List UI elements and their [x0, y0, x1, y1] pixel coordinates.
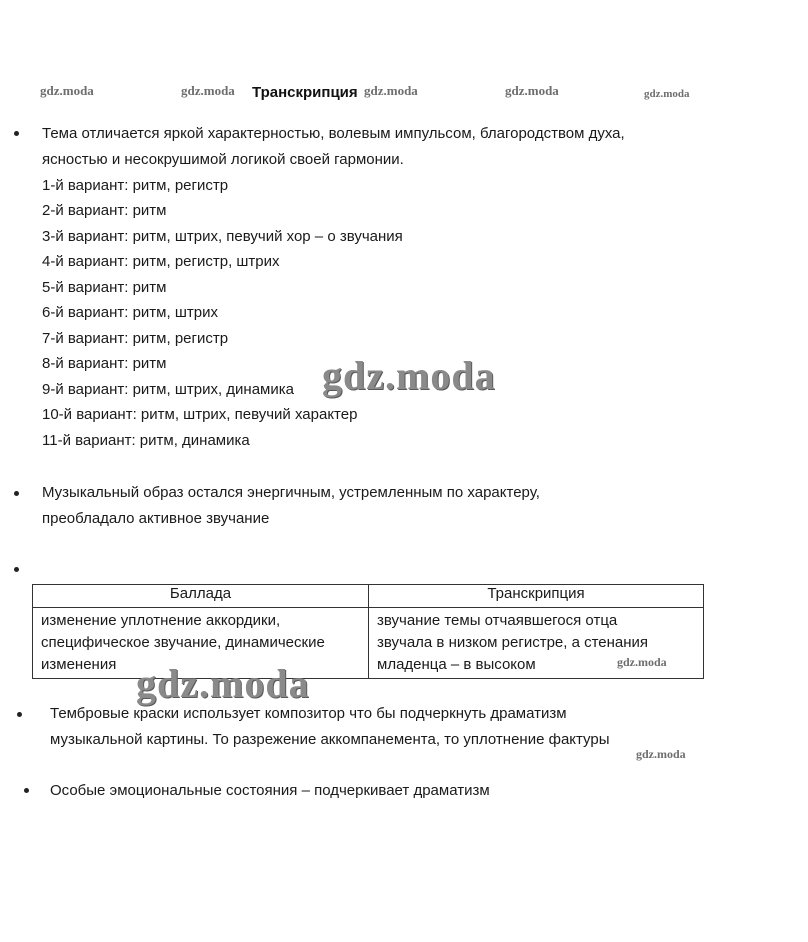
paragraph-line: Тембровые краски использует композитор что бы подчеркнуть драматизм	[50, 705, 567, 722]
watermark-text: gdz.moda	[617, 655, 667, 669]
watermark-text: gdz.moda	[181, 83, 235, 98]
watermark-text: gdz.moda	[505, 83, 559, 98]
paragraph-line: преобладало активное звучание	[42, 510, 270, 527]
bullet-icon	[24, 788, 29, 793]
page-title: Транскрипция	[252, 84, 358, 101]
paragraph-line: музыкальной картины. То разрежение аккомпанемента, то уплотнение фактуры	[50, 731, 610, 748]
table-header-transcription: Транскрипция	[369, 585, 704, 608]
comparison-table	[32, 584, 704, 679]
cell-line: изменения	[41, 656, 117, 673]
cell-line: изменение уплотнение аккордики,	[41, 612, 281, 629]
table-row	[33, 608, 704, 679]
watermark-text: gdz.moda	[644, 88, 690, 100]
variant-line: 6-й вариант: ритм, штрих	[42, 304, 218, 321]
variant-line: 11-й вариант: ритм, динамика	[42, 432, 250, 449]
variant-line: 7-й вариант: ритм, регистр	[42, 330, 229, 347]
variant-line: 4-й вариант: ритм, регистр, штрих	[42, 253, 280, 270]
bullet-icon	[14, 567, 19, 572]
bullet-icon	[14, 491, 19, 496]
cell-line: младенца – в высоком	[377, 656, 536, 673]
paragraph-line: Тема отличается яркой характерностью, волевым импульсом, благородством духа,	[42, 125, 625, 142]
variant-line: 9-й вариант: ритм, штрих, динамика	[42, 381, 294, 398]
variant-line: 3-й вариант: ритм, штрих, певучий хор – о звучания	[42, 228, 403, 245]
table-header-row	[33, 585, 704, 608]
paragraph-line: ясностью и несокрушимой логикой своей гармонии.	[42, 151, 404, 168]
paragraph-line: Музыкальный образ остался энергичным, устремленным по характеру,	[42, 484, 540, 501]
cell-line: специфическое звучание, динамические	[41, 634, 325, 651]
cell-line: звучала в низком регистре, а стенания	[377, 634, 649, 651]
variant-line: 1-й вариант: ритм, регистр	[42, 177, 229, 194]
bullet-icon	[14, 131, 19, 136]
cell-line: звучание темы отчаявшегося отца	[377, 612, 618, 629]
variant-line: 5-й вариант: ритм	[42, 279, 167, 296]
watermark-logo: gdz.moda	[136, 661, 310, 706]
table-header-ballad: Баллада	[33, 585, 369, 608]
bullet-icon	[17, 712, 22, 717]
watermark-text: gdz.moda	[40, 83, 94, 98]
variant-line: 8-й вариант: ритм	[42, 355, 167, 372]
watermark-logo: gdz.moda	[322, 353, 496, 398]
variant-line: 2-й вариант: ритм	[42, 202, 167, 219]
paragraph-line: Особые эмоциональные состояния – подчеркивает драматизм	[50, 782, 490, 799]
watermark-text: gdz.moda	[364, 83, 418, 98]
watermark-text: gdz.moda	[636, 747, 686, 761]
variant-line: 10-й вариант: ритм, штрих, певучий характер	[42, 406, 358, 423]
